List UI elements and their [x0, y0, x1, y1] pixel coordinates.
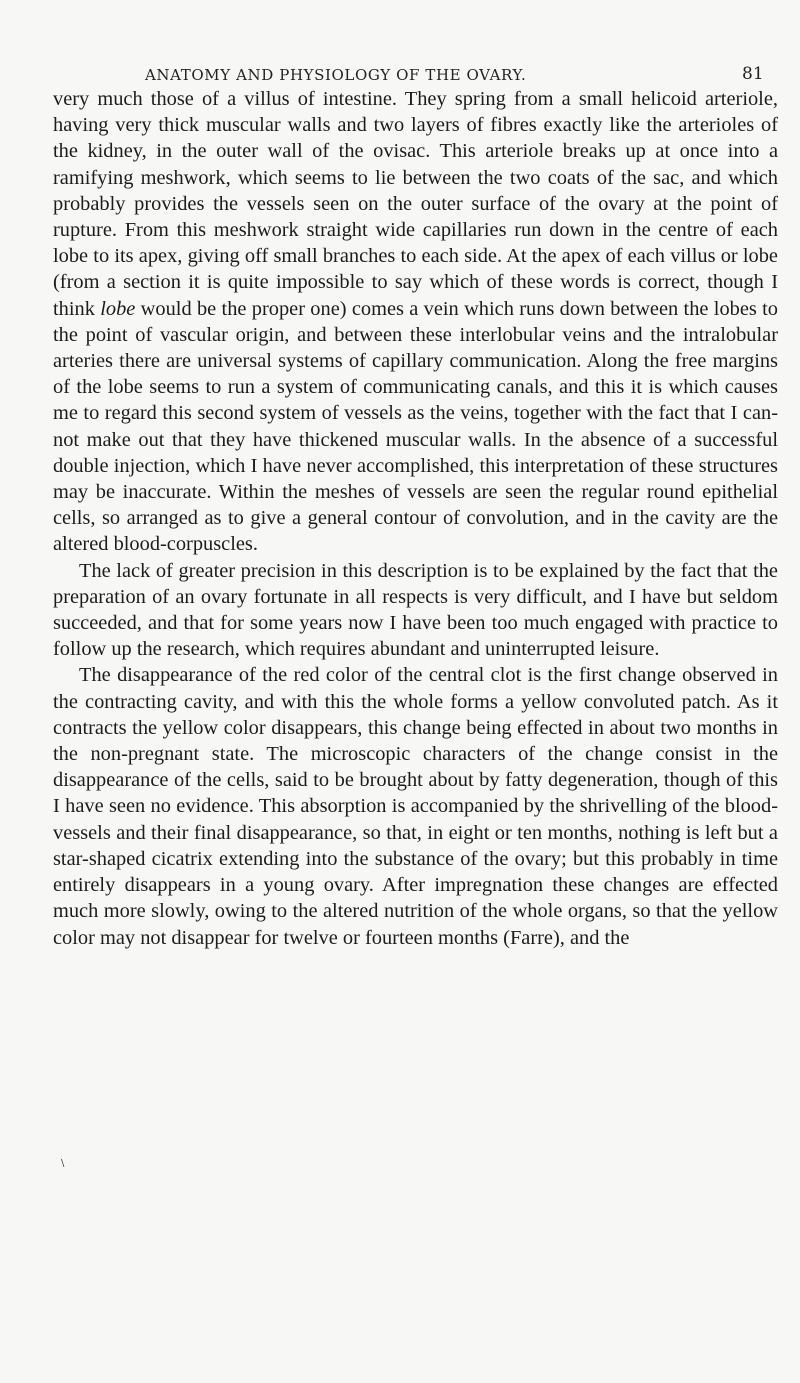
paragraph-continued	[53, 86, 778, 558]
paragraph-text-trail: would be the proper one) comes a vein which runs down between the lobes to the point of vascular origin, and between these interlobular veins and the intralobular arteries there are universal systems of capillary communication. Along the free margins of the lobe seems to run a system of communicating canals, and this it is which causes me to regard this second system of vessels as the veins, together with the fact that I cannot make out that they have thickened muscular walls. In the absence of a successful double injection, which I have never accomplished, this interpretation of these structures may be inaccurate. Within the meshes of vessels are seen the regular round epithelial cells, so arranged as to give a general contour of convolution, and in the cavity are the altered blood-corpuscles.	[53, 297, 778, 556]
stray-mark: \	[61, 1158, 65, 1169]
page-number: 81	[742, 64, 764, 84]
running-head: ANATOMY AND PHYSIOLOGY OF THE OVARY.	[145, 66, 527, 84]
paragraph-precision: The lack of greater precision in this description is to be explained by the fact that the preparation of an ovary fortunate in all respects is very difficult, and I have but seldom succeeded, and that for some years now I have been too much engaged with practice to follow up the research, which requires abundant and uninterrupted leisure.	[53, 559, 778, 661]
body-text	[53, 86, 778, 951]
italic-term: lobe	[100, 297, 136, 320]
paragraph-disappearance: The disappearance of the red color of the central clot is the first change observed in the contracting cavity, and with this the whole forms a yellow convoluted patch. As it contracts the yellow color disappears, this change being effected in about two months in the non-pregnant state. The microscopic characters of the change consist in the disappearance of the cells, said to be brought about by fatty degeneration, though of this I have seen no evidence. This absorption is accompanied by the shrivelling of the blood-vessels and their final disappearance, so that, in eight or ten months, nothing is left but a star-shaped cicatrix extending into the substance of the ovary; but this probably in time entirely disappears in a young ovary. After impregnation these changes are effected much more slowly, owing to the altered nutrition of the whole organs, so that the yellow color may not disappear for twelve or fourteen months (Farre), and the	[53, 664, 778, 949]
paragraph-text-lead: very much those of a villus of intestine. They spring from a small helicoid arteriole, having very thick muscular walls and two layers of fibres exactly like the arterioles of the kidney, in the outer wall of the ovisac. This arteriole breaks up at once into a ramifying meshwork, which seems to lie between the two coats of the sac, and which probably provides the vessels seen on the outer surface of the ovary at the point of rupture. From this meshwork straight wide capillaries run down in the centre of each lobe to its apex, giving off small branches to each side. At the apex of each villus or lobe (from a section it is quite impossible to say which of these words is correct, though I think	[53, 88, 778, 320]
